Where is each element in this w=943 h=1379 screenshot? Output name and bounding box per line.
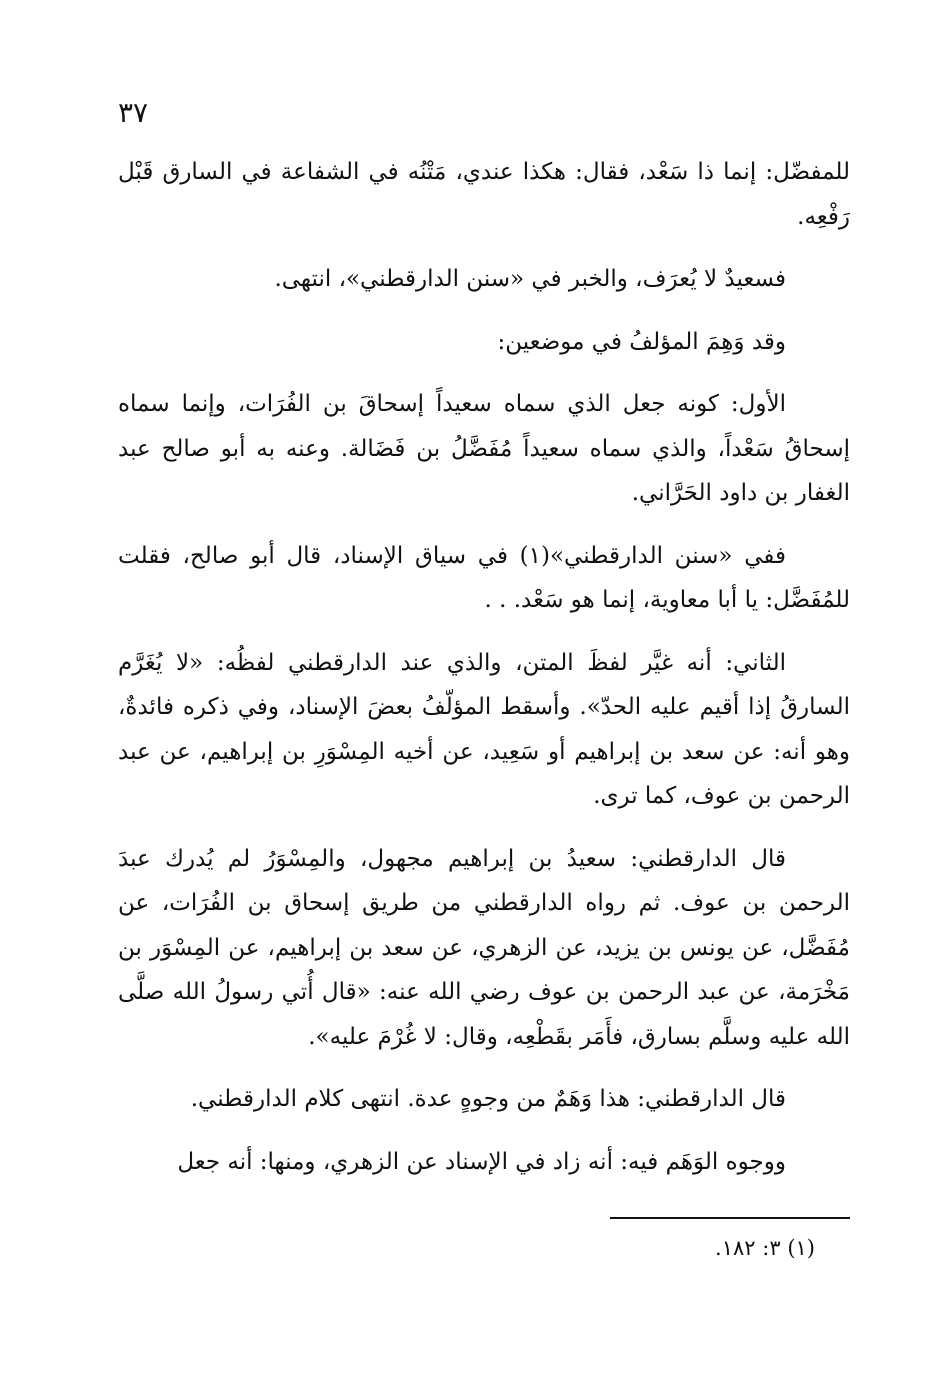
paragraph: ففي «سنن الدارقطني»(١) في سياق الإسناد، قال أبو صالح، فقلت للمُفَضَّل: يا أبا معاوية، إنما هو سَعْد. . .: [118, 542, 850, 613]
paragraph: فسعيدٌ لا يُعرَف، والخبر في «سنن الدارقطني»، انتهى.: [274, 266, 786, 292]
paragraph: قال الدارقطني: سعيدُ بن إبراهيم مجهول، والمِسْوَرُ لم يُدرك عبدَ الرحمن بن عوف. ثم رواه الدارقطني من طريق إسحاق بن الفُرَات، عن مُفَضَّل، عن يونس بن يزيد، عن الزهري، عن سعد بن إبراهيم، عن المِسْوَر بن مَخْرَمة، عن عبد الرحمن بن عوف رضي الله عنه: «قال أُتي رسولُ الله صلَّى الله عليه وسلَّم بسارق، فأَمَر بقَطْعِه، وقال: لا غُرْمَ عليه».: [118, 845, 850, 1050]
paragraph: وقد وَهِمَ المؤلفُ في موضعين:: [497, 328, 786, 355]
footnote-marker: (١): [787, 1236, 815, 1260]
footnote-text: ٣: ١٨٢.: [715, 1236, 781, 1260]
paragraph: قال الدارقطني: هذا وَهَمٌ من وجوهٍ عدة. انتهى كلام الدارقطني.: [190, 1086, 786, 1112]
paragraph: ووجوه الوَهَم فيه: أنه زاد في الإسناد عن الزهري، ومنها: أنه جعل: [177, 1148, 786, 1175]
paragraph: الثاني: أنه غيَّر لفظَ المتن، والذي عند الدارقطني لفظُه: «لا يُغَرَّم السارقُ إذا أقيم عليه الحدّ». وأسقط المؤلّفُ بعضَ الإسناد، وفي ذكره فائدةٌ، وهو أنه: عن سعد بن إبراهيم أو سَعِيد، عن أخيه المِسْوَرِ بن إبراهيم، عن عبد الرحمن بن عوف، كما ترى.: [118, 649, 850, 809]
page-number: ٣٧: [118, 96, 149, 129]
body-text: [118, 150, 850, 1202]
paragraph: للمفضّل: إنما ذا سَعْد، فقال: هكذا عندي، مَتْنُه في الشفاعة في السارق قَبْل رَفْعِه.: [118, 159, 850, 230]
footnote: [715, 1233, 815, 1263]
paragraph: الأول: كونه جعل الذي سماه سعيداً إسحاقَ بن الفُرَات، وإنما سماه إسحاقُ سَعْداً، والذي سماه سعيداً مُفَضَّلُ بن فَضَالة. وعنه به أبو صالح عبد الغفار بن داود الحَرَّاني.: [118, 391, 850, 506]
footnote-divider: [610, 1217, 850, 1219]
